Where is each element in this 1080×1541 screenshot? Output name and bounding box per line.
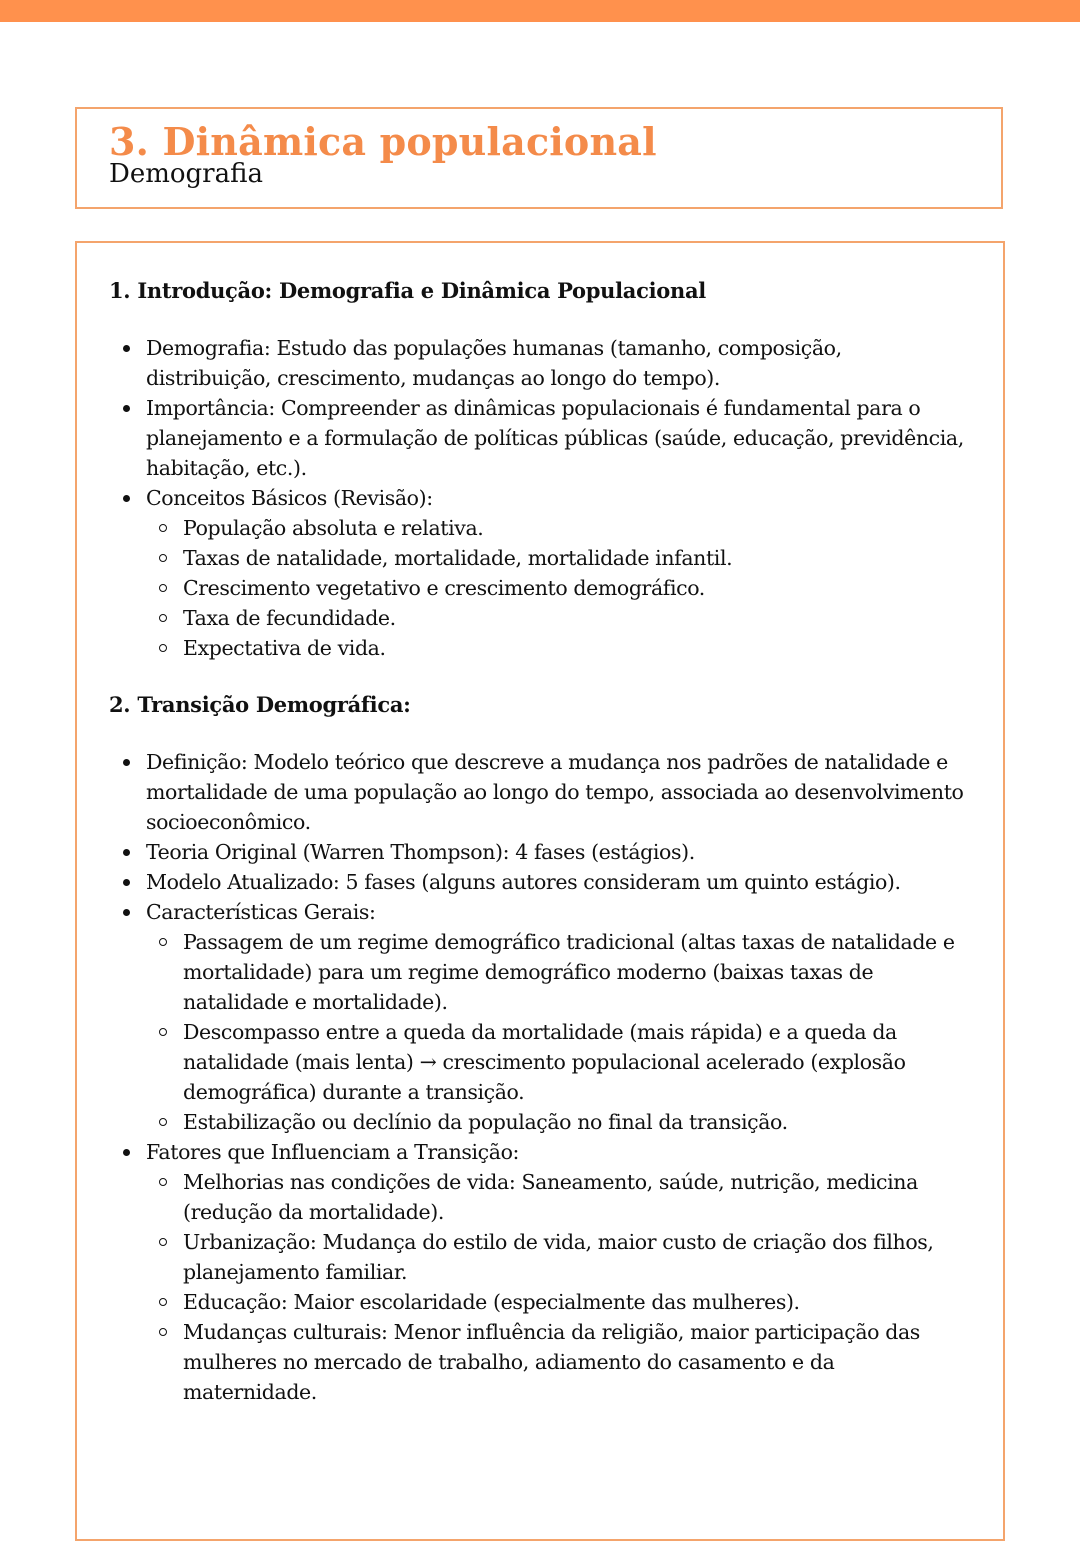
list-item-label: Conceitos Básicos (Revisão): bbox=[146, 486, 433, 510]
caracteristicas-sublist bbox=[146, 927, 969, 1137]
top-accent-bar bbox=[0, 0, 1080, 22]
content-body bbox=[109, 273, 969, 1431]
sublist-item: Taxa de fecundidade. bbox=[146, 603, 969, 633]
list-item: Definição: Modelo teórico que descreve a mudança nos padrões de natalidade e mortalidade de uma população ao longo do tempo, associada ao desenvolvimento socioeconômico. bbox=[109, 747, 969, 837]
page-subtitle: Demografia bbox=[109, 159, 263, 189]
list-item-fatores bbox=[109, 1137, 969, 1407]
list-item: Importância: Compreender as dinâmicas populacionais é fundamental para o planejamento e a formulação de políticas públicas (saúde, educação, previdência, habitação, etc.). bbox=[109, 393, 969, 483]
section-heading-introducao: 1. Introdução: Demografia e Dinâmica Populacional bbox=[109, 278, 706, 303]
sublist-item: Estabilização ou declínio da população no final da transição. bbox=[146, 1107, 969, 1137]
fatores-sublist bbox=[146, 1167, 969, 1407]
sublist-item: Melhorias nas condições de vida: Saneamento, saúde, nutrição, medicina (redução da mortalidade). bbox=[146, 1167, 969, 1227]
sublist-item: Crescimento vegetativo e crescimento demográfico. bbox=[146, 573, 969, 603]
sublist-item: População absoluta e relativa. bbox=[146, 513, 969, 543]
conceitos-sublist bbox=[146, 513, 969, 663]
sublist-item: Taxas de natalidade, mortalidade, mortalidade infantil. bbox=[146, 543, 969, 573]
content-box bbox=[75, 241, 1005, 1541]
sublist-item: Educação: Maior escolaridade (especialmente das mulheres). bbox=[146, 1287, 969, 1317]
page-title: 3. Dinâmica populacional bbox=[109, 119, 657, 164]
list-item: Teoria Original (Warren Thompson): 4 fases (estágios). bbox=[109, 837, 969, 867]
list-item: Modelo Atualizado: 5 fases (alguns autores consideram um quinto estágio). bbox=[109, 867, 969, 897]
title-box bbox=[75, 107, 1003, 209]
section-heading-transicao: 2. Transição Demográfica: bbox=[109, 692, 411, 717]
list-item-label: Fatores que Influenciam a Transição: bbox=[146, 1140, 520, 1164]
sublist-item: Passagem de um regime demográfico tradicional (altas taxas de natalidade e mortalidade) para um regime demográfico moderno (baixas taxas de natalidade e mortalidade). bbox=[146, 927, 969, 1017]
sublist-item: Expectativa de vida. bbox=[146, 633, 969, 663]
list-item-caracteristicas bbox=[109, 897, 969, 1137]
list-item-conceitos bbox=[109, 483, 969, 663]
transicao-list bbox=[109, 747, 969, 1407]
list-item-label: Características Gerais: bbox=[146, 900, 376, 924]
sublist-item: Urbanização: Mudança do estilo de vida, maior custo de criação dos filhos, planejamento familiar. bbox=[146, 1227, 969, 1287]
introducao-list bbox=[109, 333, 969, 663]
sublist-item: Descompasso entre a queda da mortalidade (mais rápida) e a queda da natalidade (mais lenta) → crescimento populacional acelerado (explosão demográfica) durante a transição. bbox=[146, 1017, 969, 1107]
sublist-item: Mudanças culturais: Menor influência da religião, maior participação das mulheres no mercado de trabalho, adiamento do casamento e da maternidade. bbox=[146, 1317, 969, 1407]
list-item: Demografia: Estudo das populações humanas (tamanho, composição, distribuição, crescimento, mudanças ao longo do tempo). bbox=[109, 333, 969, 393]
